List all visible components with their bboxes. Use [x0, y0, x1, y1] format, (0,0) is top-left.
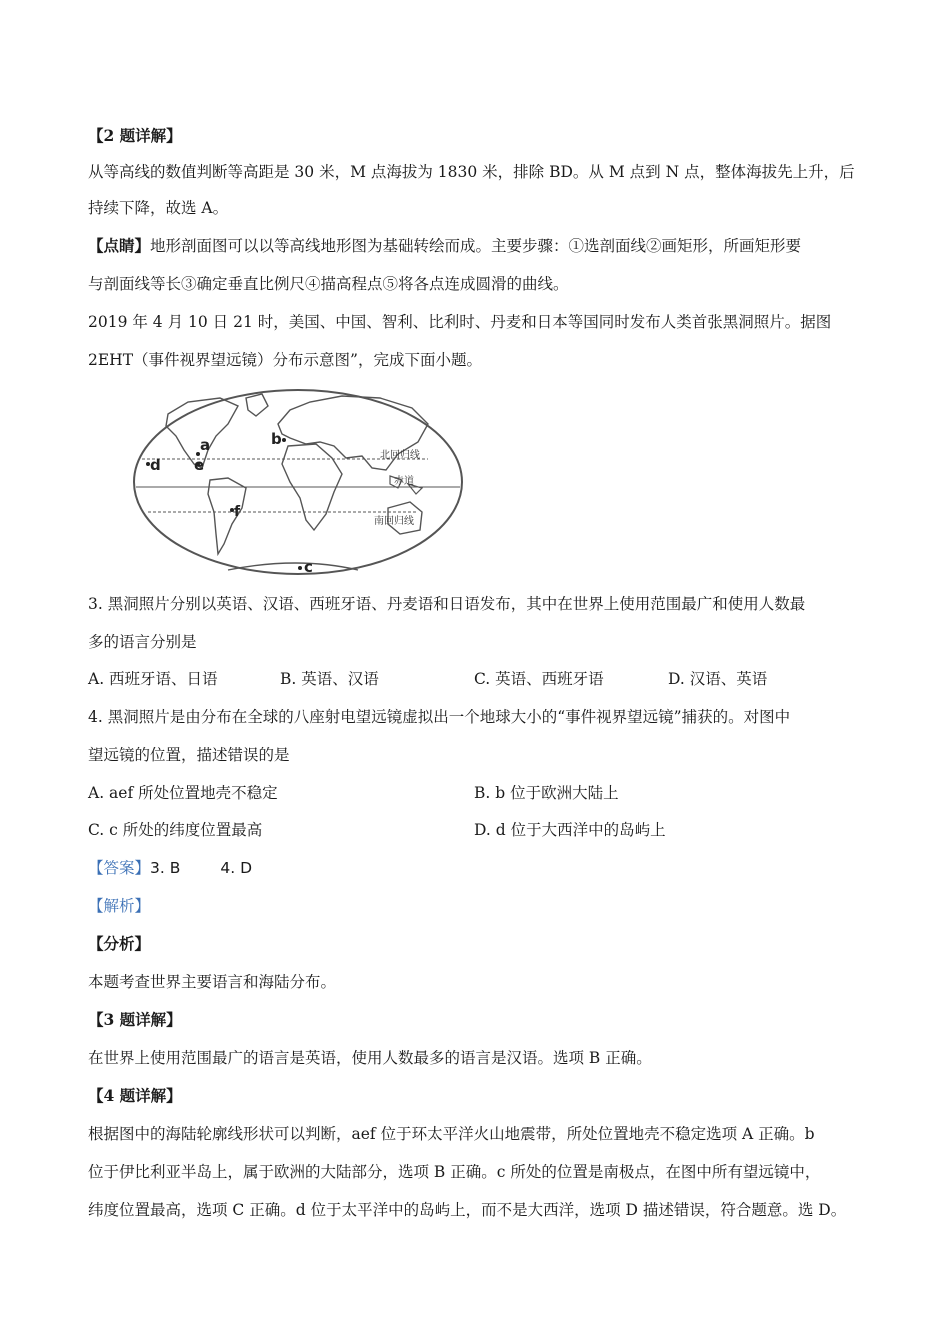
tip-line2: 与剖面线等长③确定垂直比例尺④描高程点⑤将各点连成圆滑的曲线。 — [88, 275, 569, 293]
tropic-north-label: 北回归线 — [380, 450, 420, 461]
telescope-d-label: d — [150, 456, 161, 474]
q3-option-d: D. 汉语、英语 — [668, 670, 768, 688]
fenxi-text: 本题考查世界主要语言和海陆分布。 — [88, 973, 337, 991]
tip-text1: 地形剖面图可以以等高线地形图为基础转绘而成。主要步骤：①选剖面线②画矩形，所画矩形要 — [150, 237, 802, 255]
q4-detail-heading: 【4 题详解】 — [88, 1086, 182, 1105]
q4-stem-line1: 4. 黑洞照片是由分布在全球的八座射电望远镜虚拟出一个地球大小的“事件视界望远镜”捕获的。对图中 — [88, 708, 791, 726]
telescope-f-label: f — [234, 504, 241, 520]
fenxi-heading: 【分析】 — [88, 934, 151, 953]
answer-4: 4. D — [220, 859, 253, 877]
answer-label: 【答案】 — [88, 859, 151, 877]
q3-option-b: B. 英语、汉语 — [280, 670, 379, 688]
tip-line1 — [88, 236, 801, 256]
telescope-b-label: b — [271, 430, 282, 448]
tip-label: 【点睛】 — [88, 236, 151, 255]
q2-detail-heading: 【2 题详解】 — [88, 126, 182, 145]
answer-line — [88, 858, 252, 878]
q4-detail-line1: 根据图中的海陆轮廓线形状可以判断，aef 位于环太平洋火山地震带，所处位置地壳不稳定选项 A 正确。b — [88, 1125, 815, 1143]
q3-option-c: C. 英语、西班牙语 — [474, 670, 604, 688]
q3-detail-text: 在世界上使用范围最广的语言是英语，使用人数最多的语言是汉语。选项 B 正确。 — [88, 1049, 652, 1067]
tropic-south-label: 南回归线 — [374, 516, 414, 527]
q2-detail-line1: 从等高线的数值判断等高距是 30 米，M 点海拔为 1830 米，排除 BD。从 M 点到 N 点，整体海拔先上升，后 — [88, 163, 855, 181]
q3-detail-heading: 【3 题详解】 — [88, 1010, 182, 1029]
telescope-c-label: c — [304, 558, 313, 576]
eht-distribution-map — [128, 384, 468, 584]
q2-detail-line2: 持续下降，故选 A。 — [88, 199, 229, 217]
intro-line2: 2EHT（事件视界望远镜）分布示意图”，完成下面小题。 — [88, 351, 482, 369]
q4-detail-line2: 位于伊比利亚半岛上，属于欧洲的大陆部分，选项 B 正确。c 所处的位置是南极点，在图中所有望远镜中， — [88, 1163, 821, 1181]
q3-option-a: A. 西班牙语、日语 — [88, 670, 218, 688]
telescope-a-label: a — [200, 436, 211, 454]
q4-stem-line2: 望远镜的位置，描述错误的是 — [88, 746, 290, 764]
q4-option-c: C. c 所处的纬度位置最高 — [88, 821, 263, 839]
q4-option-d: D. d 位于大西洋中的岛屿上 — [474, 821, 666, 839]
telescope-b-dot — [282, 438, 286, 442]
q4-option-b: B. b 位于欧洲大陆上 — [474, 784, 619, 802]
answer-3: 3. B — [150, 859, 181, 877]
telescope-e-label: e — [194, 456, 205, 474]
q3-stem-line2: 多的语言分别是 — [88, 633, 197, 651]
q4-detail-line3: 纬度位置最高，选项 C 正确。d 位于太平洋中的岛屿上，而不是大西洋，选项 D 描述错误，符合题意。选 D。 — [88, 1201, 847, 1219]
equator-label: 赤道 — [394, 476, 414, 487]
telescope-c-dot — [298, 566, 302, 570]
analysis-label: 【解析】 — [88, 897, 151, 915]
intro-line1: 2019 年 4 月 10 日 21 时，美国、中国、智利、比利时、丹麦和日本等国同时发布人类首张黑洞照片。据图 — [88, 313, 832, 331]
q3-stem-line1: 3. 黑洞照片分别以英语、汉语、西班牙语、丹麦语和日语发布，其中在世界上使用范围最广和使用人数最 — [88, 595, 806, 613]
q4-option-a: A. aef 所处位置地壳不稳定 — [88, 784, 278, 802]
